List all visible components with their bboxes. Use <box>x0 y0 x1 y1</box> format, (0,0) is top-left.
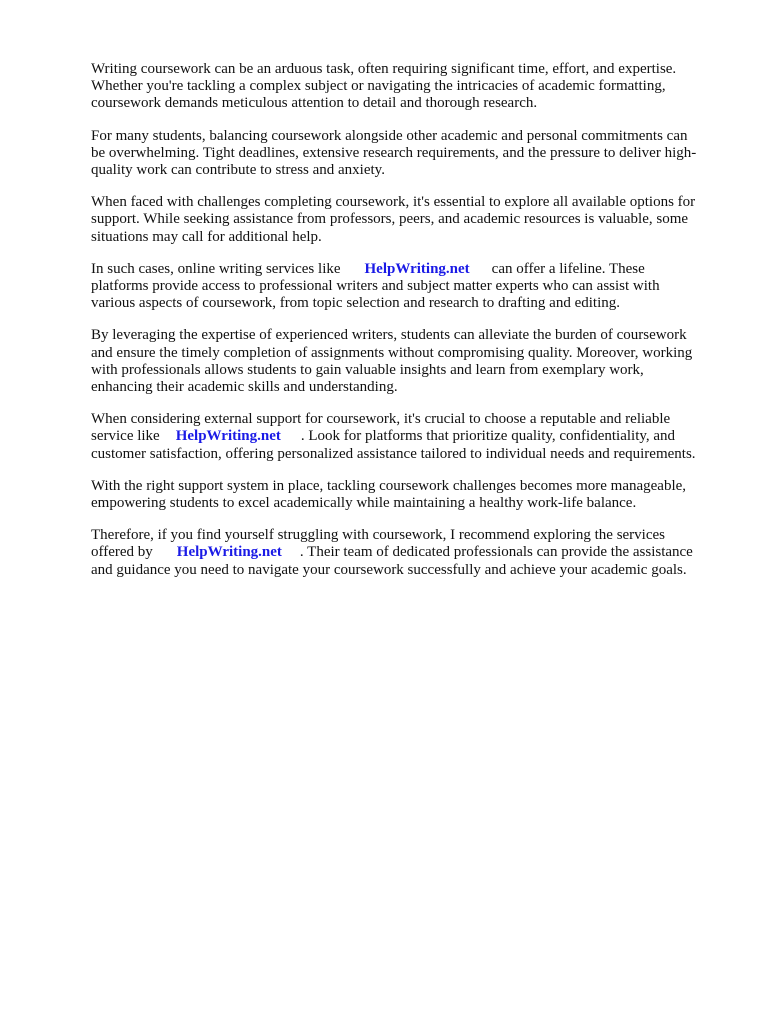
paragraph-external-support <box>91 411 731 463</box>
paragraph-conclusion <box>91 527 731 579</box>
text-line: and guidance you need to navigate your coursework successfully and achieve your academic goals. <box>91 561 687 578</box>
text-line: with professionals allows students to gain valuable insights and learn from exemplary work, <box>91 361 644 378</box>
helpwriting-link[interactable]: HelpWriting.net <box>175 428 281 445</box>
text-fragment: . Look for platforms that prioritize quality, confidentiality, and <box>300 428 676 445</box>
text-line <box>91 428 731 445</box>
text-line: enhancing their academic skills and understanding. <box>91 379 398 396</box>
text-fragment: can offer a lifeline. These <box>491 260 645 277</box>
text-fragment: . Their team of dedicated professionals can provide the assistance <box>299 544 693 561</box>
text-line: Therefore, if you find yourself struggling with coursework, I recommend exploring the services <box>91 527 665 544</box>
paragraph-online-services <box>91 261 731 313</box>
paragraph-balancing <box>91 128 731 180</box>
text-fragment: offered by <box>91 544 153 561</box>
text-line: and ensure the timely completion of assignments without compromising quality. Moreover, working <box>91 344 693 361</box>
text-line: With the right support system in place, tackling coursework challenges becomes more manageable, <box>91 477 687 494</box>
text-line <box>91 544 731 561</box>
text-line: Whether you're tackling a complex subject or navigating the intricacies of academic formatting, <box>91 78 666 95</box>
paragraph-challenges <box>91 194 731 246</box>
text-line <box>91 261 731 278</box>
text-line: situations may call for additional help. <box>91 228 322 245</box>
text-line: empowering students to excel academically while maintaining a healthy work-life balance. <box>91 495 637 512</box>
text-line: By leveraging the expertise of experienced writers, students can alleviate the burden of coursework <box>91 327 687 344</box>
helpwriting-link[interactable]: HelpWriting.net <box>364 260 470 277</box>
paragraph-expertise <box>91 327 731 396</box>
text-line: customer satisfaction, offering personalized assistance tailored to individual needs and requirements. <box>91 445 696 462</box>
text-line: support. While seeking assistance from professors, peers, and academic resources is valuable, some <box>91 211 689 228</box>
text-line: For many students, balancing coursework alongside other academic and personal commitments can <box>91 127 688 144</box>
text-fragment: service like <box>91 428 160 445</box>
text-line: various aspects of coursework, from topic selection and research to drafting and editing. <box>91 295 620 312</box>
text-line: Writing coursework can be an arduous task, often requiring significant time, effort, and expertise. <box>91 61 677 77</box>
paragraph-intro <box>91 61 731 113</box>
text-fragment: In such cases, online writing services like <box>91 260 341 277</box>
text-line: When considering external support for coursework, it's crucial to choose a reputable and reliable <box>91 411 671 428</box>
document-page <box>91 61 731 594</box>
text-line: coursework demands meticulous attention to detail and thorough research. <box>91 95 538 112</box>
helpwriting-link[interactable]: HelpWriting.net <box>176 544 282 561</box>
paragraph-support-system <box>91 478 731 512</box>
text-line: platforms provide access to professional writers and subject matter experts who can assist with <box>91 278 660 295</box>
text-line: When faced with challenges completing coursework, it's essential to explore all available options for <box>91 194 696 211</box>
text-line: be overwhelming. Tight deadlines, extensive research requirements, and the pressure to deliver high- <box>91 144 697 161</box>
text-line: quality work can contribute to stress and anxiety. <box>91 162 385 179</box>
